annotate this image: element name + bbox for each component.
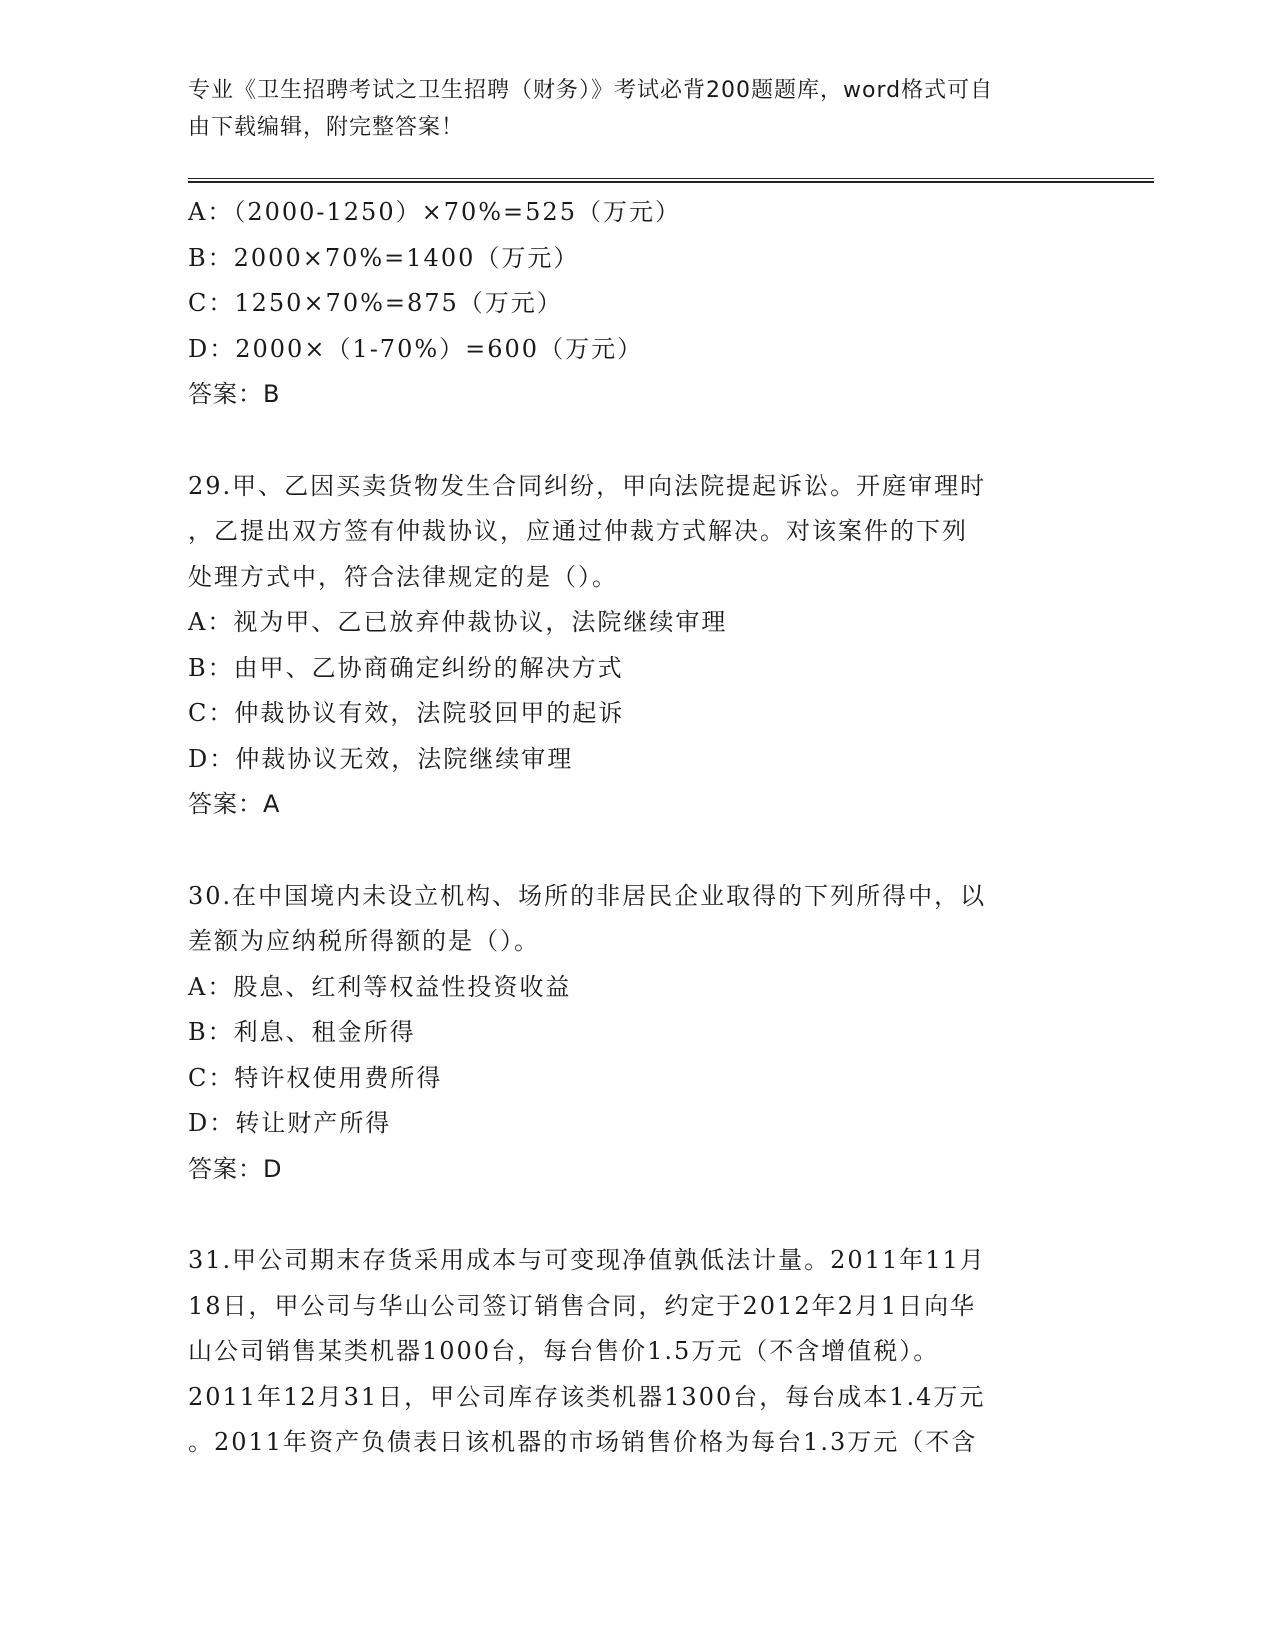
question-text-line: 。2011年资产负债表日该机器的市场销售价格为每台1.3万元（不含 xyxy=(188,1428,978,1456)
option-a: A：视为甲、乙已放弃仲裁协议，法院继续审理 xyxy=(188,608,728,636)
header-line-2: 由下载编辑，附完整答案！ xyxy=(188,115,465,140)
question-text-line: 2011年12月31日，甲公司库存该类机器1300台，每台成本1.4万元 xyxy=(188,1382,986,1411)
question-29 xyxy=(188,464,1088,828)
question-prev xyxy=(188,190,1088,418)
option-d: D：转让财产所得 xyxy=(188,1109,392,1137)
option-d: D：2000×（1-70%）=600（万元） xyxy=(188,334,644,363)
document-header xyxy=(188,72,1088,146)
answer-line: 答案：A xyxy=(188,790,281,818)
option-c: C：仲裁协议有效，法院驳回甲的起诉 xyxy=(188,699,625,727)
spacer xyxy=(188,1192,1088,1238)
question-30 xyxy=(188,874,1088,1193)
option-b: B：利息、租金所得 xyxy=(188,1018,416,1046)
question-31 xyxy=(188,1238,1088,1466)
question-text-line: ，乙提出双方签有仲裁协议，应通过仲裁方式解决。对该案件的下列 xyxy=(188,517,968,545)
question-text-line: 30.在中国境内未设立机构、场所的非居民企业取得的下列所得中，以 xyxy=(188,881,987,910)
option-b: B：2000×70%=1400（万元） xyxy=(188,243,580,272)
question-text-line: 处理方式中，符合法律规定的是（）。 xyxy=(188,562,618,591)
option-a: A：（2000-1250）×70%=525（万元） xyxy=(188,198,681,226)
question-text-line: 31.甲公司期末存货采用成本与可变现净值孰低法计量。2011年11月 xyxy=(188,1246,986,1274)
option-a: A：股息、红利等权益性投资收益 xyxy=(188,972,572,1001)
spacer xyxy=(188,828,1088,874)
option-d: D：仲裁协议无效，法院继续审理 xyxy=(188,744,574,773)
question-text-line: 差额为应纳税所得额的是（）。 xyxy=(188,927,540,955)
spacer xyxy=(188,418,1088,464)
answer-line: 答案：B xyxy=(188,380,281,408)
answer-line: 答案：D xyxy=(188,1154,283,1183)
question-text-line: 18日，甲公司与华山公司签订销售合同，约定于2012年2月1日向华 xyxy=(188,1291,977,1320)
header-divider-thick xyxy=(188,181,1154,183)
header-divider-thin xyxy=(188,178,1154,179)
option-c: C：1250×70%=875（万元） xyxy=(188,289,563,317)
question-text-line: 山公司销售某类机器1000台，每台售价1.5万元（不含增值税）。 xyxy=(188,1337,940,1365)
option-c: C：特许权使用费所得 xyxy=(188,1063,443,1092)
document-body xyxy=(188,190,1088,1466)
option-b: B：由甲、乙协商确定纠纷的解决方式 xyxy=(188,653,624,682)
question-text-line: 29.甲、乙因买卖货物发生合同纠纷，甲向法院提起诉讼。开庭审理时 xyxy=(188,471,987,500)
header-line-1: 专业《卫生招聘考试之卫生招聘（财务）》考试必背200题题库，word格式可自 xyxy=(188,78,994,103)
